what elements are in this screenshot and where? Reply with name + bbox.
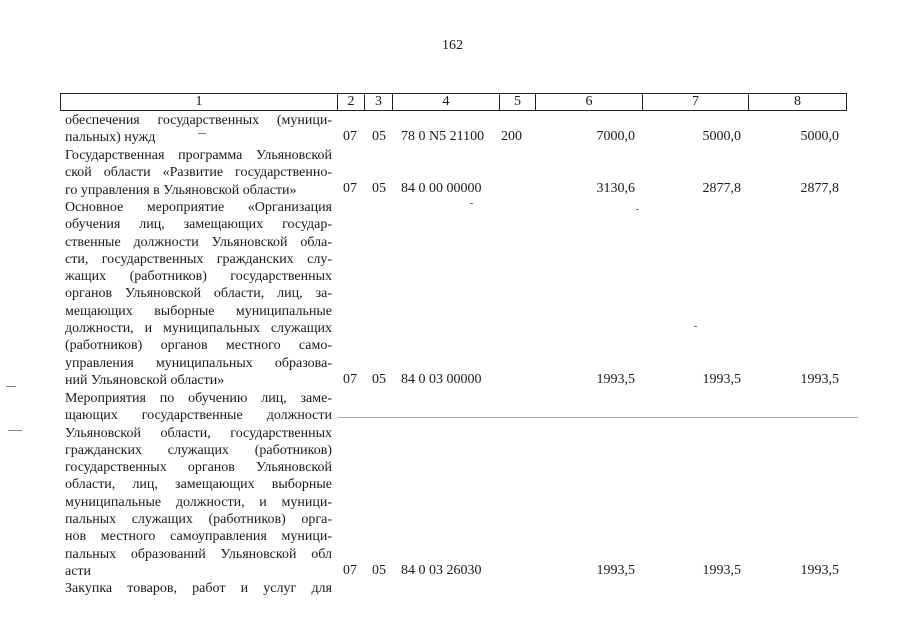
description-line: пальных служащих (работников) орга-: [65, 512, 332, 528]
cell-amount-3: 1993,5: [800, 563, 839, 578]
description-line: Мероприятия по обучению лиц, заме-: [65, 391, 332, 406]
description-line: пальных образований Ульяновской обл: [65, 546, 332, 562]
header-col-5: 5: [500, 94, 536, 110]
description-line: муниципальные должности, и муници-: [65, 494, 332, 510]
table-row-description: [65, 147, 332, 199]
cell-subsection: 05: [372, 372, 386, 387]
scan-artifact-line: [6, 386, 16, 387]
cell-section: 07: [343, 129, 357, 144]
description-line: обучения лиц, замещающих государ-: [65, 217, 332, 233]
header-col-2: 2: [338, 94, 365, 110]
description-line: Государственная программа Ульяновской: [65, 148, 332, 163]
description-line: ственные должности Ульяновской обла-: [65, 234, 332, 250]
scan-artifact-dot: [470, 203, 473, 204]
description-line: Основное мероприятие «Организация: [65, 200, 332, 215]
cell-expense-type: 200: [501, 129, 522, 144]
description-line: нов местного самоуправления муници-: [65, 529, 332, 545]
cell-amount-2: 5000,0: [702, 129, 741, 144]
header-col-6: 6: [536, 94, 643, 110]
description-line: области, лиц, замещающих выборные: [65, 477, 332, 493]
table-row-description: [65, 390, 332, 580]
description-line: должности, и муниципальных служащих: [65, 321, 332, 337]
cell-target-code: 84 0 00 00000: [401, 181, 482, 196]
description-line: сти, государственных гражданских слу-: [65, 251, 332, 267]
description-line: жащих (работников) государственных: [65, 269, 332, 285]
page-number: 162: [442, 38, 463, 53]
header-col-3: 3: [365, 94, 393, 110]
cell-subsection: 05: [372, 563, 386, 578]
cell-subsection: 05: [372, 129, 386, 144]
cell-section: 07: [343, 181, 357, 196]
header-col-8: 8: [794, 94, 801, 109]
header-col-4: 4: [393, 94, 500, 110]
description-line: обеспечения государственных (муници-: [65, 113, 332, 128]
cell-section: 07: [343, 563, 357, 578]
cell-amount-1: 7000,0: [596, 129, 635, 144]
header-col-1: 1: [61, 94, 338, 110]
header-col-7: 7: [643, 94, 749, 110]
description-line: Ульяновской области, государственных: [65, 425, 332, 441]
description-line: органов Ульяновской области, лиц, за-: [65, 286, 332, 302]
description-line: ской области «Развитие государственно-: [65, 165, 332, 181]
description-line: (работников) органов местного само-: [65, 338, 332, 354]
cell-amount-2: 1993,5: [702, 372, 741, 387]
cell-amount-1: 1993,5: [596, 563, 635, 578]
description-line: гражданских служащих (работников): [65, 442, 332, 458]
cell-amount-2: 2877,8: [702, 181, 741, 196]
cell-amount-1: 1993,5: [596, 372, 635, 387]
scan-artifact-dot: [198, 133, 206, 134]
table-row-description: [65, 199, 332, 389]
cell-section: 07: [343, 372, 357, 387]
cell-subsection: 05: [372, 181, 386, 196]
scan-artifact-dot: [694, 326, 697, 327]
cell-amount-2: 1993,5: [702, 563, 741, 578]
table-row-description: [65, 580, 332, 597]
table-header: [60, 93, 847, 111]
description-line: асти: [65, 563, 92, 579]
description-line: го управления в Ульяновской области»: [65, 182, 297, 198]
description-line: щающих государственные должности: [65, 408, 332, 424]
table-row-description: [65, 112, 332, 147]
description-line: ний Ульяновской области»: [65, 372, 225, 388]
scan-artifact-line: [338, 417, 858, 418]
description-line: пальных) нужд: [65, 130, 156, 146]
description-line: мещающих выборные муниципальные: [65, 303, 332, 319]
cell-target-code: 78 0 N5 21100: [401, 129, 485, 144]
cell-amount-3: 5000,0: [800, 129, 839, 144]
cell-amount-1: 3130,6: [596, 181, 635, 196]
scan-artifact-line: [8, 430, 22, 431]
scan-artifact-dot: [636, 209, 639, 210]
description-line: Закупка товаров, работ и услуг для: [65, 581, 332, 596]
description-line: государственных органов Ульяновской: [65, 460, 332, 476]
cell-target-code: 84 0 03 00000: [401, 372, 482, 387]
description-line: управления муниципальных образова-: [65, 355, 332, 371]
cell-amount-3: 1993,5: [800, 372, 839, 387]
cell-target-code: 84 0 03 26030: [401, 563, 482, 578]
cell-amount-3: 2877,8: [800, 181, 839, 196]
